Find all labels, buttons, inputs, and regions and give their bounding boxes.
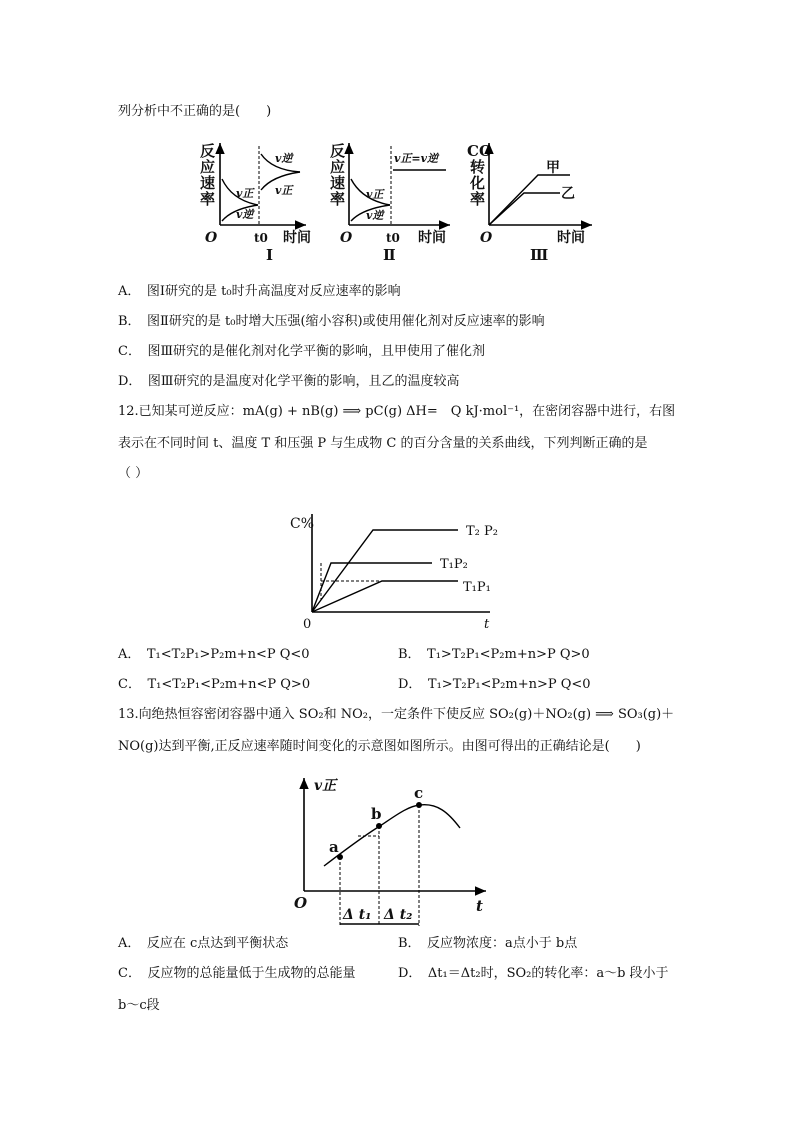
panel-2-chart	[330, 142, 450, 264]
panel3-ylabel-4: 率	[470, 190, 486, 208]
q13-label-c: c	[414, 784, 424, 802]
q12-stem-line1: 12.已知某可逆反应：mA(g) + nB(g) ⟹ pC(g) ΔH= Q kJ·mol⁻¹，在密闭容器中进行，右图	[118, 404, 676, 419]
panel2-eq-label: v正=v逆	[394, 152, 438, 165]
panel1-xlabel: 时间	[283, 230, 311, 246]
panel1-ylabel-3: 速	[200, 174, 216, 192]
q13-option-b: B． 反应物浓度：a点小于 b点	[398, 936, 578, 951]
panel2-xlabel: 时间	[418, 230, 446, 246]
q11-option-a: A． 图Ⅰ研究的是 t₀时升高温度对反应速率的影响	[118, 284, 401, 299]
q12-line-t1p1	[312, 581, 458, 612]
panel1-ylabel-2: 应	[200, 158, 216, 176]
q13-ylabel: v正	[314, 778, 337, 794]
panel3-origin: O	[480, 230, 493, 246]
q13-chart	[294, 778, 486, 926]
q13-dt2-label: Δ t₂	[384, 907, 413, 923]
q12-line-t2p2	[312, 530, 458, 612]
q12-option-a: A． T₁<T₂P₁>P₂m+n<P Q<0	[118, 647, 310, 662]
panel1-ylabel-1: 反	[200, 142, 216, 160]
panel2-vzheng-label: v正	[366, 188, 384, 201]
q13-label-b: b	[371, 805, 382, 823]
q12-label-t2p2: T₂ P₂	[466, 524, 498, 539]
q12-stem-line3: （ ）	[118, 466, 149, 481]
panel3-ylabel-1: CO	[467, 142, 493, 160]
panel1-vzheng-label: v正	[236, 187, 254, 200]
panel2-ylabel-3: 速	[330, 174, 346, 192]
q11-option-b: B． 图Ⅱ研究的是 t₀时增大压强(缩小容积)或使用催化剂对反应速率的影响	[118, 314, 545, 329]
panel3-jia-label: 甲	[546, 160, 560, 176]
panel1-vzheng-label-after: v正	[275, 184, 293, 197]
q12-ylabel: C%	[290, 516, 315, 532]
q11-option-c: C． 图Ⅲ研究的是催化剂对化学平衡的影响，且甲使用了催化剂	[118, 344, 485, 359]
q12-chart	[290, 514, 498, 632]
panel1-vni-label-after: v逆	[275, 152, 293, 165]
q13-stem-line1: 13.向绝热恒容密闭容器中通入 SO₂和 NO₂，一定条件下使反应 SO₂(g)＋NO₂(g) ⟹ SO₃(g)＋	[118, 707, 675, 722]
q12-xlabel: t	[484, 617, 490, 632]
q12-stem-line2: 表示在不同时间 t、温度 T 和压强 P 与生成物 C 的百分含量的关系曲线，下列判断正确的是	[118, 436, 648, 451]
q13-option-c: C． 反应物的总能量低于生成物的总能量	[118, 966, 356, 981]
q13-stem-line2: NO(g)达到平衡,正反应速率随时间变化的示意图如图所示。由图可得出的正确结论是( )	[118, 739, 641, 754]
q12-option-d: D． T₁>T₂P₁<P₂m+n>P Q<0	[398, 677, 591, 692]
q13-xlabel: t	[476, 897, 483, 915]
q12-label-t1p2: T₁P₂	[440, 557, 468, 572]
panel2-ylabel-4: 率	[330, 190, 346, 208]
panel3-roman: Ⅲ	[530, 246, 549, 264]
panel2-ylabel-1: 反	[330, 142, 346, 160]
panel2-t0: t0	[386, 231, 400, 245]
panel1-ylabel-4: 率	[200, 190, 216, 208]
panel-3-chart	[467, 142, 592, 264]
q13-option-a: A． 反应在 c点达到平衡状态	[118, 936, 289, 951]
q13-label-a: a	[329, 838, 339, 856]
q12-option-b: B． T₁>T₂P₁<P₂m+n>P Q>0	[398, 647, 590, 662]
panel-1-chart	[200, 142, 311, 264]
panel3-jia-line	[489, 175, 570, 225]
panel3-xlabel: 时间	[557, 230, 585, 246]
q12-option-c: C． T₁<T₂P₁<P₂m+n<P Q>0	[118, 677, 311, 692]
panel1-t0: t0	[254, 231, 268, 245]
panel2-ylabel-2: 应	[330, 158, 346, 176]
q13-option-d: D． Δt₁＝Δt₂时，SO₂的转化率：a～b 段小于	[398, 966, 669, 981]
q11-stem: 列分析中不正确的是( )	[118, 104, 272, 119]
panel3-yi-line	[489, 193, 560, 225]
panel2-roman: Ⅱ	[383, 246, 396, 264]
q12-origin: 0	[303, 617, 312, 632]
panel2-vni-label: v逆	[366, 209, 384, 222]
q13-option-d-cont: b～c段	[118, 998, 160, 1013]
panel1-vni-label: v逆	[236, 208, 254, 221]
panel3-ylabel-2: 转	[470, 158, 486, 176]
panel3-yi-label: 乙	[561, 186, 575, 202]
panel1-origin: O	[205, 230, 218, 246]
q13-rate-curve	[324, 805, 460, 866]
panel3-ylabel-3: 化	[470, 174, 486, 192]
panel2-origin: O	[340, 230, 353, 246]
panel1-roman: Ⅰ	[266, 246, 274, 264]
q13-origin: O	[294, 894, 308, 912]
q13-dt1-label: Δ t₁	[343, 907, 372, 923]
q11-option-d: D． 图Ⅲ研究的是温度对化学平衡的影响，且乙的温度较高	[118, 374, 460, 389]
q12-label-t1p1: T₁P₁	[463, 580, 491, 595]
